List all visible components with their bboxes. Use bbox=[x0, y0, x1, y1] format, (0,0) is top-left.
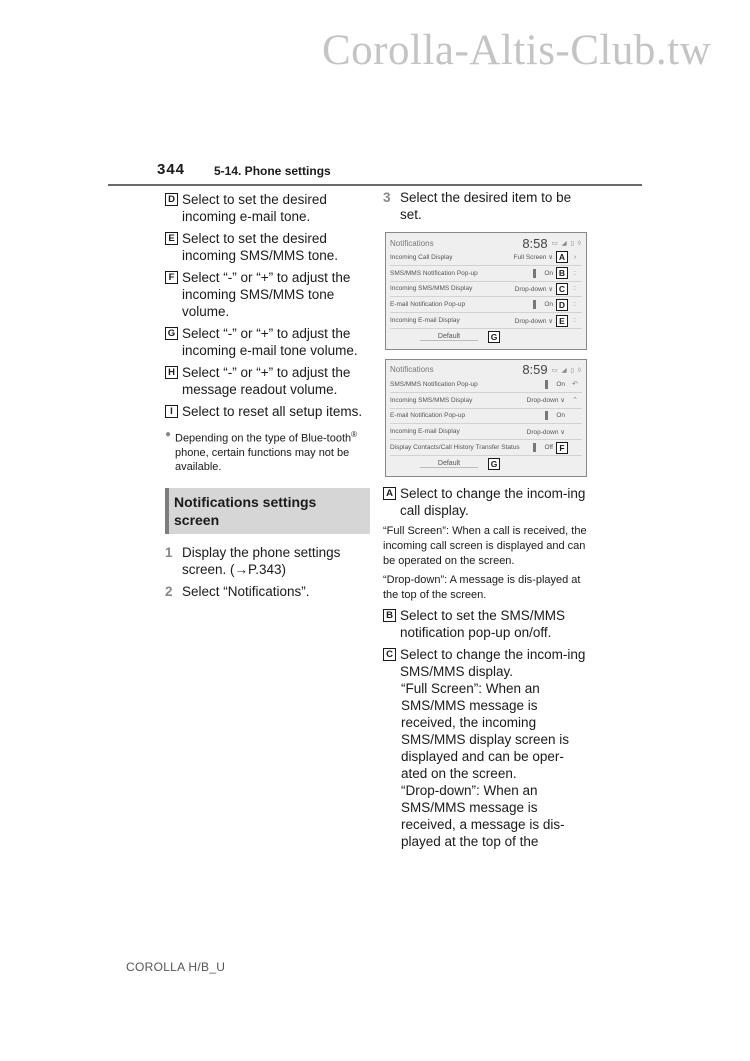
scroll-up-icon: ⌃ bbox=[572, 397, 578, 405]
item-text: Select to reset all setup items. bbox=[182, 404, 363, 419]
label-badge: F bbox=[556, 442, 568, 454]
setting-row-incoming-call-display bbox=[390, 250, 582, 266]
label-badge: C bbox=[556, 283, 568, 295]
scroll-mark: : bbox=[574, 301, 576, 309]
step-number: 3 bbox=[383, 190, 391, 205]
sms-full-screen-desc: “Full Screen”: When an SMS/MMS message is received, the incoming SMS/MMS display screen is displayed and can be oper-ated on the screen. bbox=[401, 680, 570, 781]
label-badge: B bbox=[556, 267, 568, 279]
label-badge: G bbox=[165, 327, 178, 340]
row-label: SMS/MMS Notification Pop-up bbox=[390, 380, 478, 388]
drop-down-note: “Drop-down”: A message is dis-played at the top of the screen. bbox=[383, 573, 581, 601]
item-text: Select “-” or “+” to adjust the incoming e-mail tone volume. bbox=[182, 326, 358, 358]
label-badge: G bbox=[488, 458, 500, 470]
item-text: Select “-” or “+” to adjust the incoming SMS/MMS tone volume. bbox=[182, 270, 351, 319]
default-button: Default bbox=[420, 460, 478, 468]
row-label: SMS/MMS Notification Pop-up bbox=[390, 269, 478, 277]
section-title: 5-14. Phone settings bbox=[214, 164, 331, 178]
label-badge: C bbox=[383, 648, 396, 661]
list-item bbox=[165, 364, 370, 398]
note-text: Depending on the type of Blue-tooth® phone, certain functions may not be available. bbox=[175, 430, 358, 473]
row-value: On bbox=[545, 411, 565, 420]
step-item bbox=[383, 189, 588, 223]
step-number: 1 bbox=[165, 544, 173, 560]
status-icons: ▭ ◢ ▯ ◊ bbox=[551, 366, 582, 374]
full-screen-note: “Full Screen”: When a call is received, the incoming call screen is displayed and can be operated on the screen. bbox=[383, 524, 587, 567]
page-footer: COROLLA H/B_U bbox=[126, 960, 226, 974]
scroll-mark: : bbox=[574, 285, 576, 293]
page-number: 344 bbox=[157, 161, 186, 178]
label-badge: B bbox=[383, 609, 396, 622]
row-value: Drop-down ∨ bbox=[526, 397, 565, 405]
row-value: On bbox=[545, 380, 565, 389]
status-icons: ▭ ◢ ▯ ◊ bbox=[551, 240, 582, 247]
row-label: Incoming E-mail Display bbox=[390, 317, 460, 325]
step-text: Display the phone settings screen. (→P.343) bbox=[182, 544, 341, 577]
toggle-indicator bbox=[545, 411, 548, 420]
screen-status-bar bbox=[390, 363, 582, 377]
setting-row-email-display bbox=[390, 424, 582, 440]
list-item bbox=[165, 269, 370, 320]
back-icon: ↶ bbox=[572, 381, 578, 389]
bluetooth-note bbox=[165, 428, 370, 474]
bullet-icon: ● bbox=[165, 429, 172, 440]
row-value: On bbox=[533, 300, 553, 309]
step-item bbox=[165, 544, 370, 578]
label-badge: G bbox=[488, 331, 500, 343]
list-item bbox=[383, 607, 588, 641]
item-text: Select “-” or “+” to adjust the message readout volume. bbox=[182, 365, 351, 397]
step-number: 2 bbox=[165, 583, 173, 599]
scroll-mark: › bbox=[573, 253, 577, 261]
row-label: Incoming E-mail Display bbox=[390, 428, 460, 436]
row-value: Drop-down ∨ bbox=[526, 428, 565, 436]
item-text: Select to change the incom-ing SMS/MMS display. bbox=[400, 646, 586, 679]
label-badge: E bbox=[165, 232, 178, 245]
list-item bbox=[165, 230, 370, 264]
label-badge: D bbox=[556, 299, 568, 311]
row-value: Full Screen ∨ bbox=[513, 254, 553, 262]
screen-status-bar bbox=[390, 236, 582, 250]
label-badge: E bbox=[556, 315, 568, 327]
notifications-screen-1 bbox=[385, 232, 587, 350]
list-item bbox=[165, 325, 370, 359]
step-text: Select the desired item to be set. bbox=[400, 190, 572, 222]
row-label: Incoming SMS/MMS Display bbox=[390, 396, 473, 404]
scroll-mark: : bbox=[574, 317, 576, 325]
setting-row-email-popup bbox=[390, 409, 582, 425]
notifications-heading: Notifications settings screen bbox=[165, 488, 370, 534]
sms-drop-down-desc: “Drop-down”: When an SMS/MMS message is received, a message is dis-played at the top of the bbox=[401, 782, 565, 849]
row-label: Incoming SMS/MMS Display bbox=[390, 285, 473, 293]
screen-footer bbox=[390, 329, 582, 346]
screen-clock: 8:58 bbox=[522, 235, 548, 251]
screen-title: Notifications bbox=[390, 365, 434, 375]
list-item bbox=[383, 485, 588, 519]
row-label: E-mail Notification Pop-up bbox=[390, 301, 466, 309]
row-value: Drop-down ∨ bbox=[514, 317, 553, 325]
label-badge: H bbox=[165, 366, 178, 379]
label-badge: A bbox=[383, 487, 396, 500]
setting-row-transfer-status bbox=[390, 440, 582, 456]
item-text: Select to set the desired incoming e-mail tone. bbox=[182, 192, 327, 224]
toggle-indicator bbox=[533, 269, 536, 278]
row-label: Display Contacts/Call History Transfer Status bbox=[390, 444, 520, 452]
left-column bbox=[165, 191, 370, 605]
toggle-indicator bbox=[533, 300, 536, 309]
list-item bbox=[383, 646, 588, 680]
list-item bbox=[165, 191, 370, 225]
item-text: Select to set the desired incoming SMS/MMS tone. bbox=[182, 231, 339, 263]
item-text: Select to set the SMS/MMS notification pop-up on/off. bbox=[400, 607, 566, 640]
toggle-indicator bbox=[533, 443, 536, 452]
label-badge: I bbox=[165, 405, 178, 418]
toggle-indicator bbox=[545, 380, 548, 389]
row-value: Off bbox=[533, 443, 553, 452]
step-item bbox=[165, 583, 370, 600]
setting-row-sms-popup bbox=[390, 266, 582, 282]
screen-title: Notifications bbox=[390, 238, 434, 248]
setting-row-sms-display bbox=[390, 282, 582, 298]
list-item bbox=[165, 403, 370, 420]
setting-row-sms-display bbox=[390, 393, 582, 409]
right-column bbox=[383, 189, 588, 850]
setting-row-email-popup bbox=[390, 297, 582, 313]
notifications-screen-2 bbox=[385, 359, 587, 477]
step-text: Select “Notifications”. bbox=[182, 583, 310, 599]
row-value: On bbox=[533, 269, 553, 278]
setting-row-sms-popup bbox=[390, 377, 582, 393]
screen-footer bbox=[390, 456, 582, 473]
screen-clock: 8:59 bbox=[522, 362, 548, 378]
page-header bbox=[108, 160, 642, 186]
label-badge: D bbox=[165, 193, 178, 206]
row-value: Drop-down ∨ bbox=[514, 285, 553, 293]
watermark: Corolla-Altis-Club.tw bbox=[322, 27, 712, 74]
default-button: Default bbox=[420, 333, 478, 341]
label-badge: F bbox=[165, 271, 178, 284]
setting-row-email-display bbox=[390, 313, 582, 329]
scroll-mark: : bbox=[574, 269, 576, 277]
row-label: Incoming Call Display bbox=[390, 253, 453, 261]
item-text: Select to change the incom-ing call display. bbox=[400, 485, 586, 518]
label-badge: A bbox=[556, 251, 568, 263]
row-label: E-mail Notification Pop-up bbox=[390, 412, 466, 420]
